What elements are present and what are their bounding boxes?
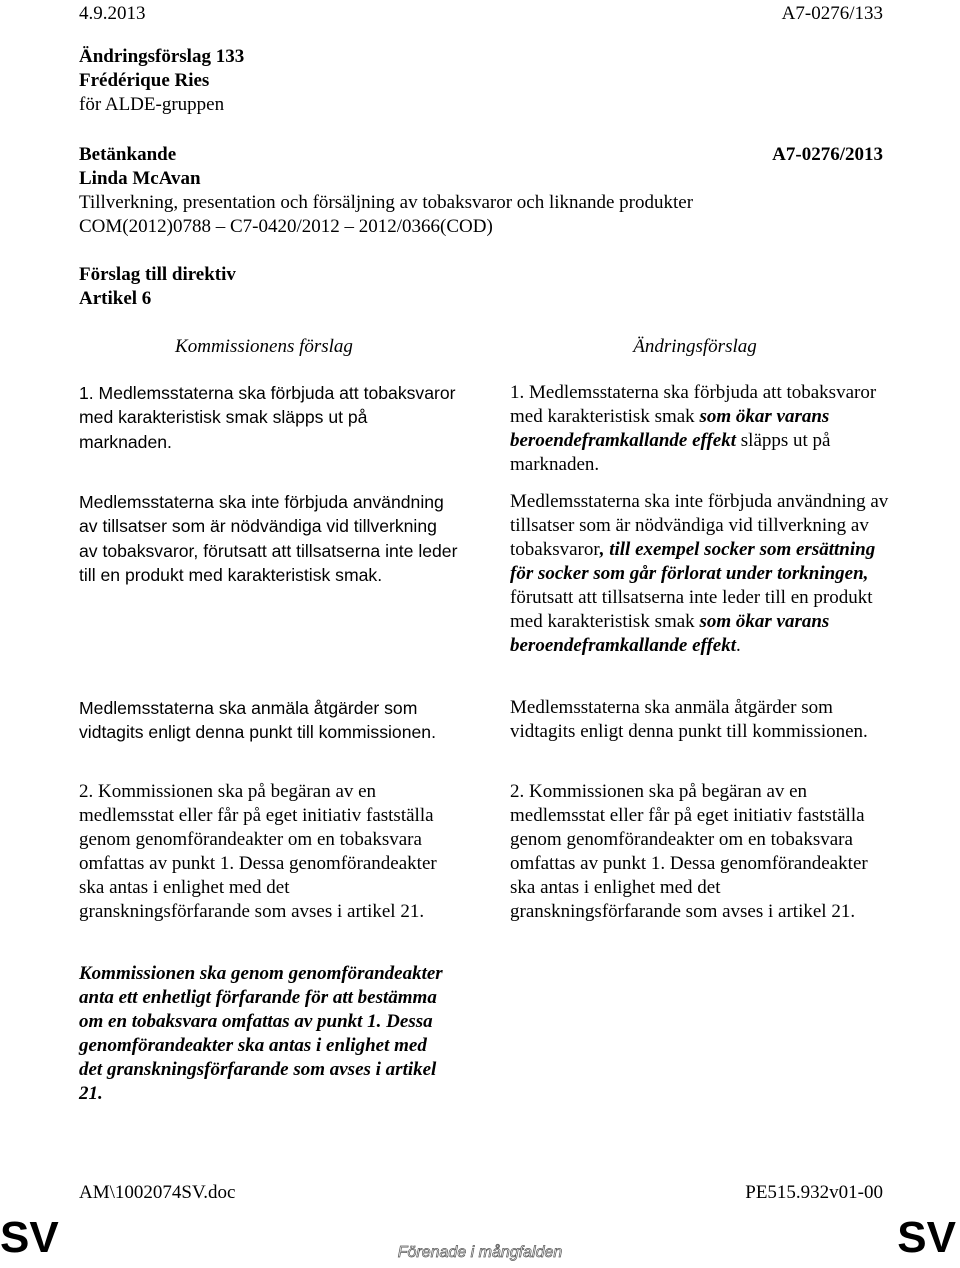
footer-lang-right: SV — [897, 1213, 956, 1262]
report-label: Betänkande — [79, 144, 177, 165]
footer-file: AM\1002074SV.doc — [79, 1182, 236, 1203]
right-paragraph-1 — [510, 381, 890, 477]
right-p2-text-e: . — [736, 635, 741, 656]
right-paragraph-2 — [510, 490, 890, 658]
right-p2-text-c: förutsatt att tillsatserna inte leder till en produkt med karakteristisk smak — [510, 587, 873, 632]
left-paragraph-1: 1. Medlemsstaterna ska förbjuda att tobaksvaror med karakteristisk smak släpps ut på marknaden. — [79, 383, 456, 452]
proposal-article: Artikel 6 — [79, 288, 152, 309]
right-paragraph-4: 2. Kommissionen ska på begäran av en medlemsstat eller får på eget initiativ fastställa genom genomförandeakter om en tobaksvara omfattas av punkt 1. Dessa genomförandeakter ska antas i enlighet med det granskningsförfarande som avses i artikel 21. — [510, 781, 868, 922]
amendment-group: för ALDE-gruppen — [79, 94, 225, 115]
right-p2-text-a: Medlemsstaterna ska inte förbjuda användning av tillsatser som är nödvändiga vid tillverkning av tobaksvaror — [510, 491, 889, 560]
right-paragraph-3: Medlemsstaterna ska anmäla åtgärder som vidtagits enligt denna punkt till kommissionen. — [510, 697, 868, 742]
right-p2-amendment-1: , till exempel socker som ersättning för socker som går förlorat under torkningen, — [510, 539, 876, 584]
report-title: Tillverkning, presentation och försäljning av tobaksvaror och liknande produkter — [79, 192, 694, 213]
right-p1-amendment: som ökar varans beroendeframkallande effekt — [510, 406, 830, 451]
procedure-ref: COM(2012)0788 – C7-0420/2012 – 2012/0366(COD) — [79, 216, 493, 237]
right-p1-text-c: släpps ut på marknaden. — [510, 430, 831, 475]
left-column-title: Kommissionens förslag — [175, 336, 353, 357]
right-p2-amendment-2: som ökar varans beroendeframkallande effekt — [510, 611, 830, 656]
report-ref: A7-0276/2013 — [772, 144, 883, 165]
amendment-author: Frédérique Ries — [79, 70, 210, 91]
left-paragraph-5: Kommissionen ska genom genomförandeakter anta ett enhetligt förfarande för att bestämma om en tobaksvara omfattas av punkt 1. Dessa genomförandeakter ska antas i enlighet med det granskningsförfarande som avses i artikel 21. — [79, 963, 443, 1104]
left-paragraph-3: Medlemsstaterna ska anmäla åtgärder som vidtagits enligt denna punkt till kommissionen. — [79, 698, 436, 743]
right-column-title: Ändringsförslag — [633, 336, 757, 357]
footer-code: PE515.932v01-00 — [745, 1182, 883, 1203]
proposal-type: Förslag till direktiv — [79, 264, 236, 285]
footer-motto: Förenade i mångfalden — [397, 1244, 563, 1261]
left-paragraph-2: Medlemsstaterna ska inte förbjuda användning av tillsatser som är nödvändiga vid tillverkning av tobaksvaror, förutsatt att tillsatserna inte leder till en produkt med karakteristisk smak. — [79, 492, 458, 585]
right-p1-text-a: 1. Medlemsstaterna ska förbjuda att tobaksvaror med karakteristisk smak — [510, 382, 877, 427]
header-doc-ref: A7-0276/133 — [781, 3, 883, 24]
header-date: 4.9.2013 — [79, 3, 146, 24]
left-paragraph-4: 2. Kommissionen ska på begäran av en medlemsstat eller får på eget initiativ fastställa genom genomförandeakter om en tobaksvara omfattas av punkt 1. Dessa genomförandeakter ska antas i enlighet med det granskningsförfarande som avses i artikel 21. — [79, 781, 437, 922]
rapporteur: Linda McAvan — [79, 168, 201, 189]
amendment-number: Ändringsförslag 133 — [79, 46, 245, 67]
footer-lang-left: SV — [0, 1213, 59, 1262]
